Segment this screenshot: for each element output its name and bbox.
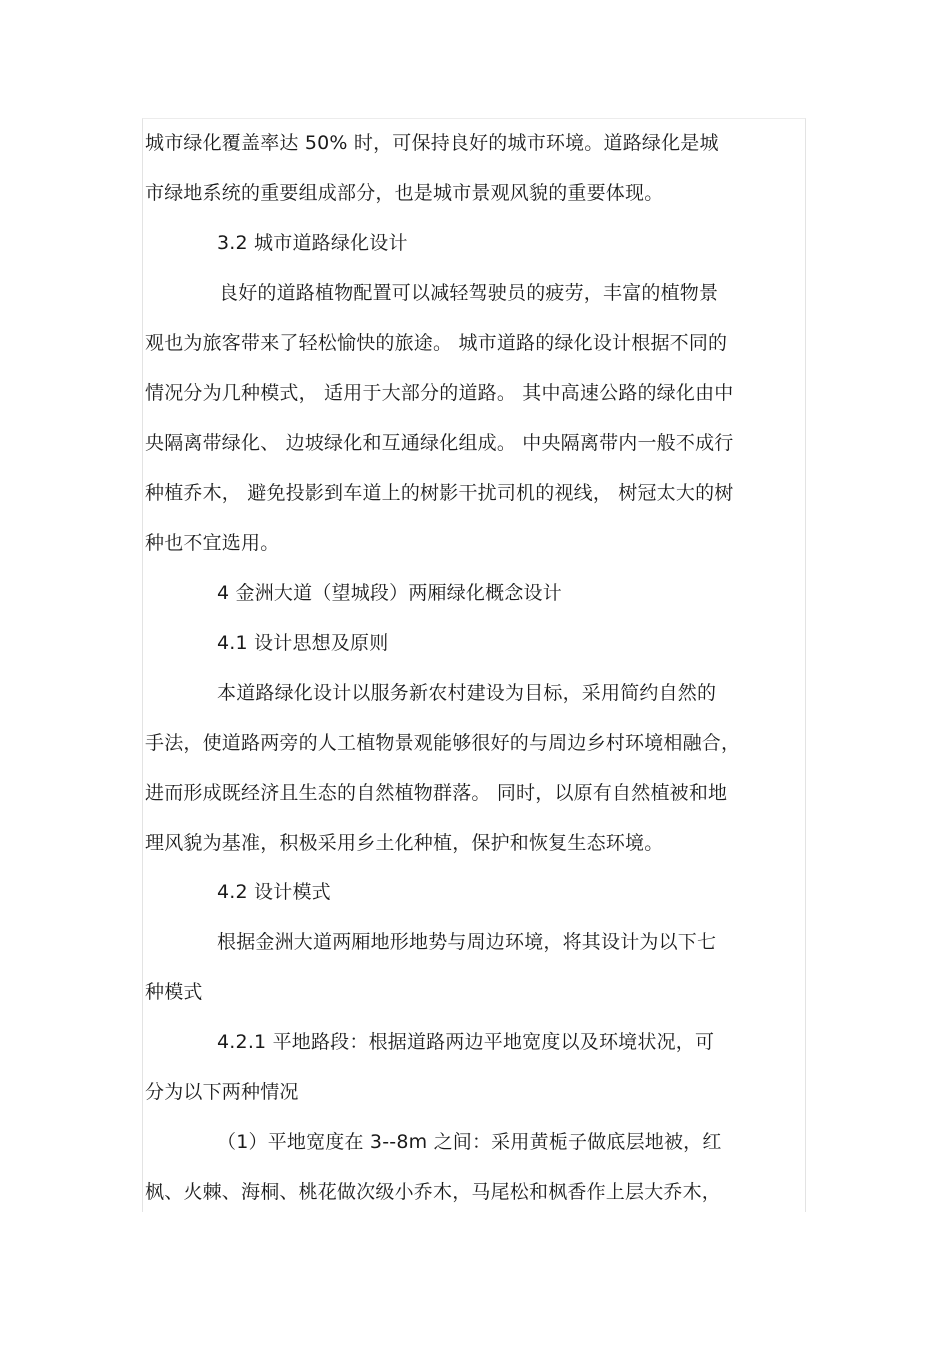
section-heading: 4 金洲大道（望城段）两厢绿化概念设计 bbox=[217, 582, 562, 604]
section-heading: 4.2 设计模式 bbox=[217, 881, 331, 903]
text-line: 种模式 bbox=[145, 981, 203, 1003]
text-line: 进而形成既经济且生态的自然植物群落。 同时，以原有自然植被和地 bbox=[145, 782, 728, 804]
section-heading: 4.2.1 平地路段：根据道路两边平地宽度以及环境状况，可 bbox=[217, 1031, 715, 1053]
text-line: 分为以下两种情况 bbox=[145, 1081, 299, 1103]
text-line: 城市绿化覆盖率达 50% 时，可保持良好的城市环境。道路绿化是城 bbox=[145, 132, 719, 154]
text-line: 枫、火棘、海桐、桃花做次级小乔木，马尾松和枫香作上层大乔木， bbox=[145, 1181, 722, 1203]
text-line: 种植乔木， 避免投影到车道上的树影干扰司机的视线， 树冠太大的树 bbox=[145, 482, 734, 504]
text-line: 根据金洲大道两厢地形地势与周边环境，将其设计为以下七 bbox=[217, 931, 717, 953]
text-line: 良好的道路植物配置可以减轻驾驶员的疲劳，丰富的植物景 bbox=[219, 282, 719, 304]
text-line: 央隔离带绿化、 边坡绿化和互通绿化组成。 中央隔离带内一般不成行 bbox=[145, 432, 734, 454]
text-line: 种也不宜选用。 bbox=[145, 532, 280, 554]
text-line: 市绿地系统的重要组成部分，也是城市景观风貌的重要体现。 bbox=[145, 182, 664, 204]
text-line: 观也为旅客带来了轻松愉快的旅途。 城市道路的绿化设计根据不同的 bbox=[145, 332, 728, 354]
text-line: 理风貌为基准，积极采用乡土化种植，保护和恢复生态环境。 bbox=[145, 832, 664, 854]
text-line: 本道路绿化设计以服务新农村建设为目标，采用简约自然的 bbox=[217, 682, 717, 704]
section-heading: 3.2 城市道路绿化设计 bbox=[217, 232, 408, 254]
section-heading: 4.1 设计思想及原则 bbox=[217, 632, 389, 654]
text-line: （1）平地宽度在 3--8m 之间：采用黄栀子做底层地被，红 bbox=[217, 1131, 722, 1153]
text-line: 手法，使道路两旁的人工植物景观能够很好的与周边乡村环境相融合， bbox=[145, 732, 741, 754]
text-line: 情况分为几种模式， 适用于大部分的道路。 其中高速公路的绿化由中 bbox=[145, 382, 734, 404]
